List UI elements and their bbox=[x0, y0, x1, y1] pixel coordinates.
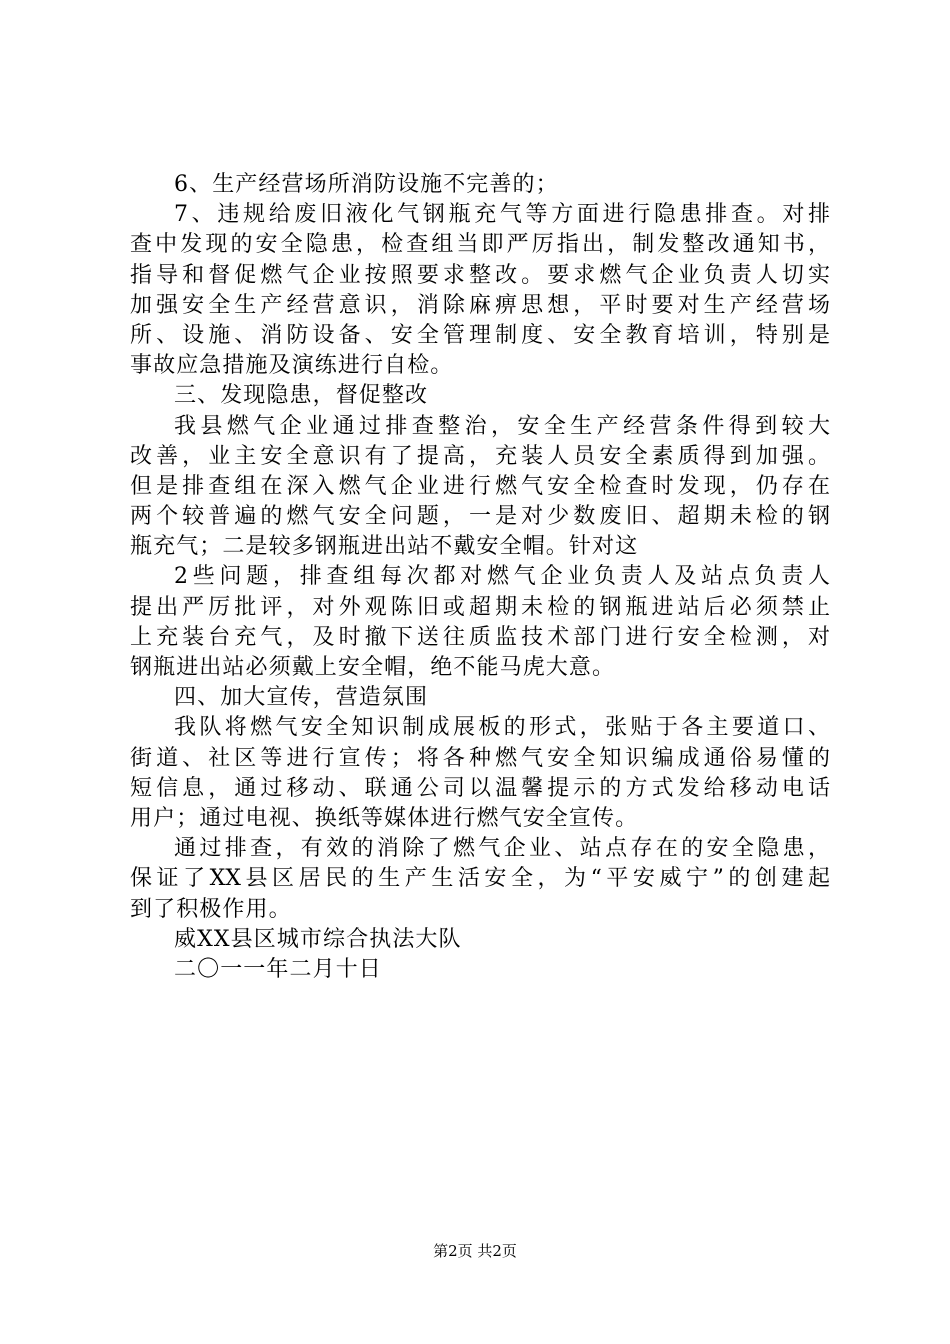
document-body bbox=[130, 170, 830, 985]
paragraph-line: 街道、社区等进行宣传；将各种燃气安全知识编成通俗易懂的 bbox=[130, 745, 830, 771]
list-item-6: 6、生产经营场所消防设施不完善的； bbox=[174, 172, 559, 197]
section-heading-3: 三、发现隐患，督促整改 bbox=[174, 383, 429, 409]
paragraph-line: 通过排查，有效的消除了燃气企业、站点存在的安全隐患， bbox=[174, 836, 830, 862]
paragraph-line: 2些问题，排查组每次都对燃气企业负责人及站点负责人 bbox=[174, 564, 830, 590]
paragraph-line: 但是排查组在深入燃气企业进行燃气安全检查时发现，仍存在 bbox=[130, 473, 830, 499]
paragraph-line: 两个较普遍的燃气安全问题，一是对少数废旧、超期未检的钢 bbox=[130, 504, 830, 530]
paragraph-line: 瓶充气；二是较多钢瓶进出站不戴安全帽。针对这 bbox=[130, 534, 639, 560]
signature-organization: 威XX县区城市综合执法大队 bbox=[174, 926, 462, 952]
paragraph-line: 保证了XX县区居民的生产生活安全，为“平安威宁”的创建起 bbox=[130, 866, 830, 892]
paragraph-line: 钢瓶进出站必须戴上安全帽，绝不能马虎大意。 bbox=[130, 655, 616, 680]
paragraph-line: 所、设施、消防设备、安全管理制度、安全教育培训，特别是 bbox=[130, 322, 830, 348]
paragraph-line: 改善，业主安全意识有了提高，充装人员安全素质得到加强。 bbox=[130, 443, 830, 469]
section-heading-4: 四、加大宣传，营造氛围 bbox=[174, 685, 429, 711]
paragraph-line: 用户；通过电视、换纸等媒体进行燃气安全宣传。 bbox=[130, 805, 639, 831]
paragraph-line: 短信息，通过移动、联通公司以温馨提示的方式发给移动电话 bbox=[130, 775, 830, 801]
paragraph-line: 指导和督促燃气企业按照要求整改。要求燃气企业负责人切实 bbox=[130, 262, 830, 288]
paragraph-line: 查中发现的安全隐患，检查组当即严厉指出，制发整改通知书， bbox=[130, 232, 830, 258]
paragraph-line: 加强安全生产经营意识，消除麻痹思想，平时要对生产经营场 bbox=[130, 292, 830, 318]
paragraph-line: 到了积极作用。 bbox=[130, 896, 292, 922]
paragraph-line: 事故应急措施及演练进行自检。 bbox=[130, 353, 454, 379]
page-number-footer: 第2页 共2页 bbox=[433, 1242, 517, 1260]
signature-date: 二〇一一年二月十日 bbox=[174, 956, 382, 982]
paragraph-line: 上充装台充气，及时撤下送往质监技术部门进行安全检测，对 bbox=[130, 624, 830, 650]
list-item-7: 7、违规给废旧液化气钢瓶充气等方面进行隐患排查。对排 bbox=[174, 202, 830, 228]
paragraph-line: 我队将燃气安全知识制成展板的形式，张贴于各主要道口、 bbox=[174, 715, 830, 741]
paragraph-line: 我县燃气企业通过排查整治，安全生产经营条件得到较大 bbox=[174, 413, 830, 439]
paragraph-line: 提出严厉批评，对外观陈旧或超期未检的钢瓶进站后必须禁止 bbox=[130, 594, 830, 620]
